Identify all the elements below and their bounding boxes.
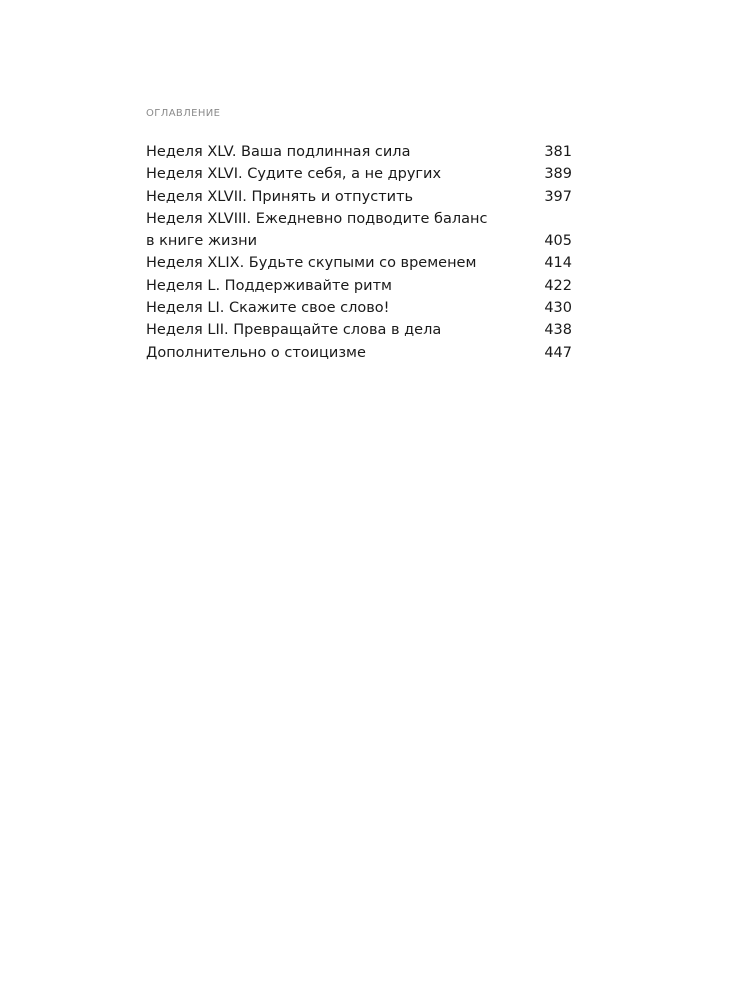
toc-entry-title: Неделя XLVI. Судите себя, а не других [146, 166, 442, 183]
toc-entry [146, 141, 572, 163]
toc-entry [146, 208, 572, 253]
toc-entry-title: Неделя XLVIII. Ежедневно подводите баланс в книге жизни [146, 210, 488, 250]
toc-entry [146, 252, 572, 274]
toc-entry-page: 422 [544, 277, 572, 294]
running-head: ОГЛАВЛЕНИЕ [146, 108, 221, 119]
toc-entry [146, 297, 572, 319]
toc-entry-page: 447 [544, 344, 572, 361]
toc-entry-page: 414 [544, 255, 572, 272]
toc-entry-title: Неделя LI. Скажите свое слово! [146, 300, 390, 317]
toc-entry-title: Неделя XLVII. Принять и отпустить [146, 188, 414, 205]
toc-entry-page: 405 [544, 233, 572, 250]
toc-entry-page: 397 [544, 188, 572, 205]
toc-entry-page: 381 [544, 144, 572, 160]
toc-entry [146, 319, 572, 341]
toc-entry [146, 342, 572, 364]
toc-entry-page: 389 [544, 166, 572, 183]
toc-entry [146, 163, 572, 185]
toc-entry [146, 186, 572, 208]
toc-entry-title: Неделя XLV. Ваша подлинная сила [146, 144, 411, 160]
toc-entry-page: 430 [544, 300, 572, 317]
table-of-contents [146, 141, 572, 364]
toc-entry-title: Неделя LII. Превращайте слова в дела [146, 322, 442, 339]
toc-entry-title: Неделя XLIX. Будьте скупыми со временем [146, 255, 477, 272]
toc-entry-title: Неделя L. Поддерживайте ритм [146, 277, 392, 294]
toc-entry-page: 438 [544, 322, 572, 339]
toc-entry [146, 275, 572, 297]
toc-entry-title: Дополнительно о стоицизме [146, 344, 366, 361]
